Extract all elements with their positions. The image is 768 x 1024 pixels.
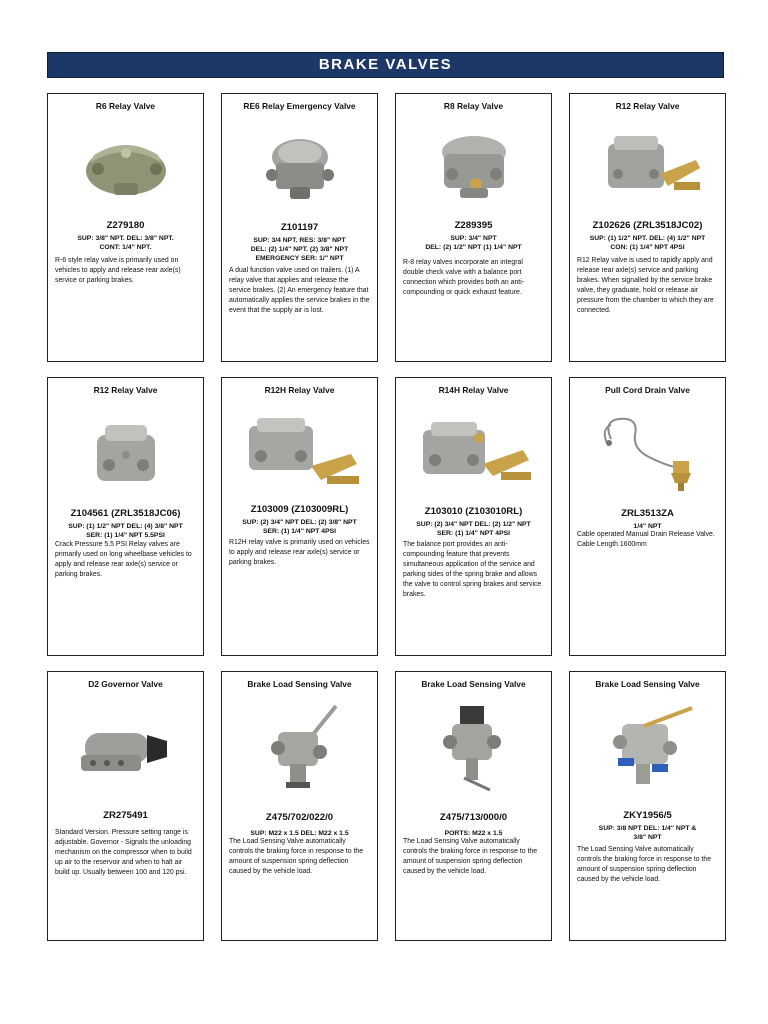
product-card-pull-cord-drain-valve xyxy=(569,377,726,656)
governor-valve-icon xyxy=(48,700,203,796)
part-number: Z104561 (ZRL3518JC06) xyxy=(70,508,181,519)
description: Crack Pressure 5.5 PSI Relay valves are primarily used on long wheelbase vehicles to apply and release rear axle(s) service or parking brakes. xyxy=(55,541,192,578)
port-spec: SUP: (2) 3/4" NPT DEL: (2) 3/8" NPT SER: (1) 1/4" NPT 4PSI xyxy=(242,519,357,535)
port-spec: PORTS: M22 x 1.5 xyxy=(444,830,503,837)
card-title: R12 Relay Valve xyxy=(93,385,158,395)
part-number: Z102626 (ZRL3518JC02) xyxy=(592,220,703,231)
port-spec: SUP: (2) 3/4" NPT DEL: (2) 1/2" NPT SER: (1) 1/4" NPT 4PSI xyxy=(416,521,531,537)
card-title: Brake Load Sensing Valve xyxy=(247,679,352,689)
description: A dual function valve used on trailers. (1) A relay valve that applies and release the service brakes. (2) An emergency feature that automatically applies the service brakes in the event that the supply air is lost. xyxy=(229,267,370,314)
card-title: R14H Relay Valve xyxy=(438,385,509,395)
product-card-r12h-relay-valve xyxy=(221,377,378,656)
product-card-d2-governor-valve xyxy=(47,671,204,941)
relay-emergency-valve-icon xyxy=(222,120,377,216)
relay-valve-icon xyxy=(48,120,203,216)
card-title: D2 Governor Valve xyxy=(88,679,163,689)
card-title: RE6 Relay Emergency Valve xyxy=(243,101,356,111)
description: R12 Relay valve is used to rapidly apply and release rear axle(s) service and parking brakes. When signalled by the service brake valve, they graduate, hold or release air pressure from the chamber to which they are connected. xyxy=(577,257,714,314)
relay-valve-icon xyxy=(396,120,551,216)
description: R-8 relay valves incorporate an integral double check valve with a balance port connection which provides both an anti-compounding or quick exhaust feature. xyxy=(403,259,525,296)
description: The balance port provides an anti-compounding feature that prevents simultaneous application of the service and parking sides of the spring brake and allows the valve to control spring brakes and service brakes. xyxy=(403,541,542,598)
description: Standard Version. Pressure setting range is adjustable. Governor - Signals the unloading mechanism on the compressor when to build up air to the reservoir and when to halt air build up. Usually between 100 and 120 psi. xyxy=(55,829,192,876)
description: Cable operated Manual Drain Release Valve. Cable Length 1600mm xyxy=(577,531,715,548)
port-spec: SUP: (1) 1/2" NPT DEL: (4) 3/8" NPT SER: (1) 1/4" NPT 5.5PSI xyxy=(68,523,183,539)
product-card-re6-relay-emergency-valve xyxy=(221,93,378,362)
part-number: Z101197 xyxy=(280,222,319,233)
card-title: R6 Relay Valve xyxy=(95,101,156,111)
relay-valve-icon xyxy=(48,408,203,504)
part-number: ZKY1956/5 xyxy=(623,810,672,821)
product-card-r12-relay-valve-2 xyxy=(47,377,204,656)
description: R-6 style relay valve is primarily used on vehicles to apply and release rear axle(s) service or parking brakes. xyxy=(55,257,181,284)
card-title: Brake Load Sensing Valve xyxy=(421,679,526,689)
description: R12H relay valve is primarily used on vehicles to apply and release rear axle(s) service or parking brakes. xyxy=(229,539,370,566)
load-sensing-valve-icon xyxy=(222,700,377,796)
load-sensing-valve-icon xyxy=(396,700,551,796)
card-title: R12 Relay Valve xyxy=(615,101,680,111)
product-card-brake-load-sensing-valve-1 xyxy=(221,671,378,941)
card-title: R12H Relay Valve xyxy=(264,385,335,395)
relay-valve-bracket-icon xyxy=(570,120,725,216)
part-number: Z475/702/022/0 xyxy=(265,812,334,823)
load-sensing-valve-icon xyxy=(570,700,725,796)
product-card-r14h-relay-valve xyxy=(395,377,552,656)
card-title: Pull Cord Drain Valve xyxy=(605,385,690,395)
port-spec: SUP: 3/4" NPT DEL: (2) 1/2" NPT (1) 1/4" NPT xyxy=(425,235,522,251)
part-number: Z289395 xyxy=(454,220,493,231)
port-spec: SUP: 3/8 NPT DEL: 1/4" NPT & 3/8" NPT xyxy=(598,825,697,841)
relay-valve-bracket-icon xyxy=(222,406,377,502)
port-spec: 1/4" NPT xyxy=(633,523,662,530)
description: The Load Sensing Valve automatically controls the braking force in response to the amount of suspension spring deflection caused by the vehicle load. xyxy=(403,838,538,875)
part-number: Z475/713/000/0 xyxy=(439,812,508,823)
port-spec: SUP: M22 x 1.5 DEL: M22 x 1.5 xyxy=(250,830,349,837)
product-card-r8-relay-valve xyxy=(395,93,552,362)
drain-valve-cord-icon xyxy=(570,406,725,502)
port-spec: SUP: (1) 1/2" NPT. DEL: (4) 1/2" NPT CON: (1) 1/4" NPT 4PSI xyxy=(589,235,706,251)
product-card-brake-load-sensing-valve-3 xyxy=(569,671,726,941)
part-number: Z103010 (Z103010RL) xyxy=(424,506,523,517)
relay-valve-bracket-icon xyxy=(396,408,551,504)
part-number: ZR275491 xyxy=(103,810,148,821)
part-number: Z279180 xyxy=(106,220,145,231)
description: The Load Sensing Valve automatically controls the braking force in response to the amount of suspension spring deflection caused by the vehicle load. xyxy=(229,838,364,875)
part-number: ZRL3513ZA xyxy=(621,508,674,519)
product-card-r12-relay-valve xyxy=(569,93,726,362)
product-card-r6-relay-valve xyxy=(47,93,204,362)
card-title: R8 Relay Valve xyxy=(443,101,504,111)
card-title: Brake Load Sensing Valve xyxy=(595,679,700,689)
part-number: Z103009 (Z103009RL) xyxy=(250,504,349,515)
product-card-brake-load-sensing-valve-2 xyxy=(395,671,552,941)
page-banner xyxy=(47,52,724,78)
page-title: BRAKE VALVES xyxy=(318,56,453,73)
port-spec: SUP: 3/4 NPT. RES: 3/8" NPT DEL: (2) 1/4" NPT. (2) 3/8" NPT EMERGENCY SER: 1/" NPT xyxy=(250,237,349,262)
description: The Load Sensing Valve automatically controls the braking force in response to the amount of suspension spring deflection caused by the vehicle load. xyxy=(577,846,712,883)
port-spec: SUP: 3/8" NPT. DEL: 3/8" NPT. CONT: 1/4" NPT. xyxy=(77,235,174,251)
